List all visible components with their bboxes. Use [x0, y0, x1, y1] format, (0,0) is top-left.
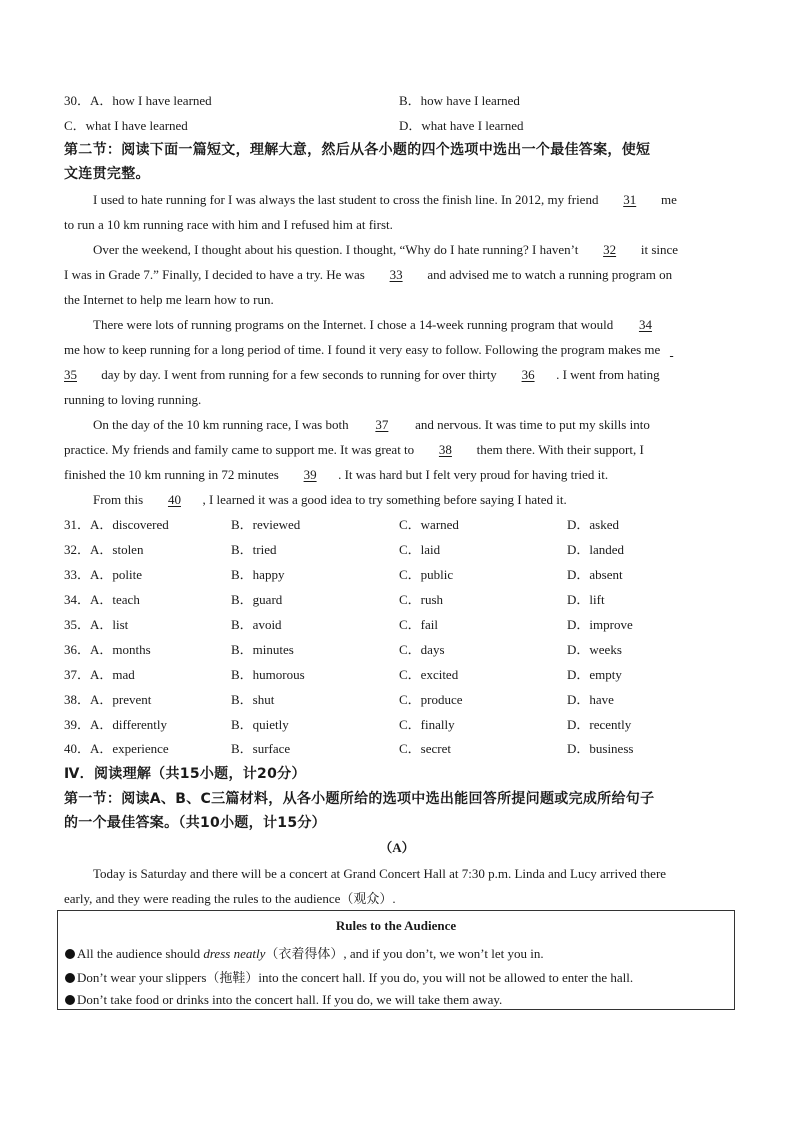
option-d: D．improve — [567, 617, 633, 632]
rules-box — [57, 910, 735, 1010]
rule-item — [65, 967, 633, 986]
passage-line — [64, 267, 672, 283]
rule-text: （衣着得体）, and if you don’t, we won’t let you in. — [265, 946, 544, 961]
intro-line: Today is Saturday and there will be a concert at Grand Concert Hall at 7:30 p.m. Linda and Lucy arrived there — [93, 866, 667, 881]
passage-line — [93, 242, 678, 258]
rules-title: Rules to the Audience — [335, 918, 457, 933]
passage-text: them there. With their support, I — [473, 442, 644, 457]
passage-line — [93, 492, 567, 508]
passage-text: There were lots of running programs on the Internet. I chose a 14-week running program that would — [93, 317, 617, 332]
option-b: B．reviewed — [231, 517, 301, 532]
blank-38: 38 — [438, 442, 452, 457]
question-number: 40． — [64, 741, 91, 756]
blank-36: 36 — [521, 367, 535, 382]
option-row — [64, 717, 167, 733]
option-a: A．mad — [90, 667, 135, 682]
option-a: A．teach — [90, 592, 140, 607]
option-text: A．how I have learned — [90, 93, 212, 108]
option-row — [64, 741, 169, 757]
option-c: C．excited — [399, 667, 459, 682]
passage-text: it since — [637, 242, 679, 257]
section1-heading-line1: 第一节：阅读A、B、C三篇材料，从各小题所给的选项中选出能回答所提问题或完成所给句子 — [64, 791, 655, 807]
bullet-icon — [65, 973, 75, 983]
option-d: D．business — [567, 741, 634, 756]
passage-text: From this — [93, 492, 147, 507]
option-b: B．humorous — [231, 667, 305, 682]
passage-line — [93, 192, 677, 208]
passage-a-label: （A） — [379, 840, 415, 855]
question-number: 36． — [64, 642, 91, 657]
option-b: B．guard — [231, 592, 283, 607]
option-row — [64, 692, 151, 708]
question-number: 39． — [64, 717, 91, 732]
option-d: D．empty — [567, 667, 622, 682]
passage-text: practice. My friends and family came to support me. It was great to — [64, 442, 418, 457]
option-c: C．secret — [399, 741, 451, 756]
option-d: D．lift — [567, 592, 605, 607]
option-c: C．rush — [399, 592, 444, 607]
rule-item — [65, 992, 502, 1008]
section2-heading-line2: 文连贯完整。 — [64, 166, 150, 182]
option-b: B．avoid — [231, 617, 282, 632]
option-c: C．fail — [399, 617, 438, 632]
option-a: A．months — [90, 642, 151, 657]
blank-40: 40 — [167, 492, 181, 507]
passage-text: , I learned it was a good idea to try something before saying I hated it. — [202, 492, 567, 507]
option-c: C．finally — [399, 717, 455, 732]
option-d: D．landed — [567, 542, 625, 557]
option-c: C．produce — [399, 692, 463, 707]
passage-line — [64, 367, 660, 383]
option-d: D．recently — [567, 717, 632, 732]
option-a: A．discovered — [90, 517, 169, 532]
option-row — [64, 567, 142, 583]
passage-line — [93, 417, 650, 433]
rule-item — [65, 943, 544, 962]
option-row — [64, 592, 140, 608]
blank-39: 39 — [303, 467, 317, 482]
blank-33: 33 — [389, 267, 403, 282]
question-number: 31． — [64, 517, 91, 532]
passage-line: to run a 10 km running race with him and I refused him at first. — [64, 217, 393, 232]
option-b: B．tried — [231, 542, 277, 557]
option-a: A．experience — [90, 741, 169, 756]
option-a: A．prevent — [90, 692, 152, 707]
passage-text: and nervous. It was time to put my skills into — [411, 417, 650, 432]
option-a: A．differently — [90, 717, 168, 732]
passage-text: day by day. I went from running for a few seconds to running for over thirty — [98, 367, 501, 382]
option-row — [64, 517, 169, 533]
option-d: D．have — [567, 692, 614, 707]
passage-text: . It was hard but I felt very proud for having tried it. — [338, 467, 609, 482]
option-c: C．days — [399, 642, 445, 657]
option-a: A．polite — [90, 567, 143, 582]
question-number: 37． — [64, 667, 91, 682]
rule-text: All the audience should — [77, 946, 204, 961]
passage-line — [93, 317, 674, 333]
blank-35-start — [664, 342, 680, 358]
blank-32: 32 — [603, 242, 617, 257]
passage-text: On the day of the 10 km running race, I was both — [93, 417, 352, 432]
passage-text: . I went from hating — [556, 367, 660, 382]
option-c: C．laid — [399, 542, 441, 557]
passage-line: the Internet to help me learn how to run. — [64, 292, 274, 307]
option-a: A．stolen — [90, 542, 144, 557]
option-b: B．quietly — [231, 717, 289, 732]
q30-option-a — [64, 93, 212, 109]
option-row — [64, 642, 151, 658]
passage-text: and advised me to watch a running program on — [424, 267, 673, 282]
question-number: 34． — [64, 592, 91, 607]
q30-option-c: C．what I have learned — [64, 118, 188, 133]
part4-heading: Ⅳ．阅读理解（共15小题，计20分） — [64, 766, 306, 782]
q30-option-b: B．how have I learned — [399, 93, 520, 108]
passage-line — [64, 342, 680, 358]
option-d: D．asked — [567, 517, 619, 532]
passage-text: me — [657, 192, 677, 207]
option-row — [64, 542, 143, 558]
option-a: A．list — [90, 617, 129, 632]
option-b: B．happy — [231, 567, 285, 582]
option-row — [64, 617, 128, 633]
option-d: D．weeks — [567, 642, 622, 657]
bullet-icon — [65, 949, 75, 959]
question-number: 33． — [64, 567, 91, 582]
passage-text: me how to keep running for a long period of time. I found it very easy to follow. Following the program makes me — [64, 342, 664, 357]
section1-heading-line2: 的一个最佳答案。（共10小题，计15分） — [64, 815, 326, 831]
blank-37: 37 — [375, 417, 389, 432]
section2-heading-line1: 第二节：阅读下面一篇短文，理解大意，然后从各小题的四个选项中选出一个最佳答案，使短 — [64, 142, 651, 158]
option-b: B．shut — [231, 692, 275, 707]
passage-text: I was in Grade 7.” Finally, I decided to have a try. He was — [64, 267, 369, 282]
option-c: C．public — [399, 567, 454, 582]
passage-line: running to loving running. — [64, 392, 202, 407]
rule-text: Don’t take food or drinks into the concert hall. If you do, we will take them away. — [77, 992, 503, 1007]
option-row — [64, 667, 135, 683]
option-b: B．surface — [231, 741, 291, 756]
passage-line — [64, 467, 608, 483]
blank-31: 31 — [623, 192, 637, 207]
passage-text: Over the weekend, I thought about his question. I thought, “Why do I hate running? I haven’t — [93, 242, 582, 257]
question-number: 35． — [64, 617, 91, 632]
q30-option-d: D．what have I learned — [399, 118, 524, 133]
passage-line — [64, 442, 644, 458]
blank-34: 34 — [638, 317, 652, 332]
bullet-icon — [65, 995, 75, 1005]
passage-text: finished the 10 km running in 72 minutes — [64, 467, 283, 482]
option-d: D．absent — [567, 567, 623, 582]
passage-text: I used to hate running for I was always the last student to cross the finish line. In 2012, my friend — [93, 192, 602, 207]
blank-35: 35 — [64, 367, 77, 382]
intro-line: early, and they were reading the rules to the audience（观众）. — [64, 891, 396, 906]
question-number: 38． — [64, 692, 91, 707]
rule-text: Don’t wear your slippers（拖鞋）into the concert hall. If you do, you will not be allowed to enter the hall. — [77, 970, 634, 985]
question-number: 30． — [64, 93, 91, 108]
option-c: C．warned — [399, 517, 459, 532]
question-number: 32． — [64, 542, 91, 557]
rule-emphasis: dress neatly — [203, 946, 266, 961]
option-b: B．minutes — [231, 642, 294, 657]
